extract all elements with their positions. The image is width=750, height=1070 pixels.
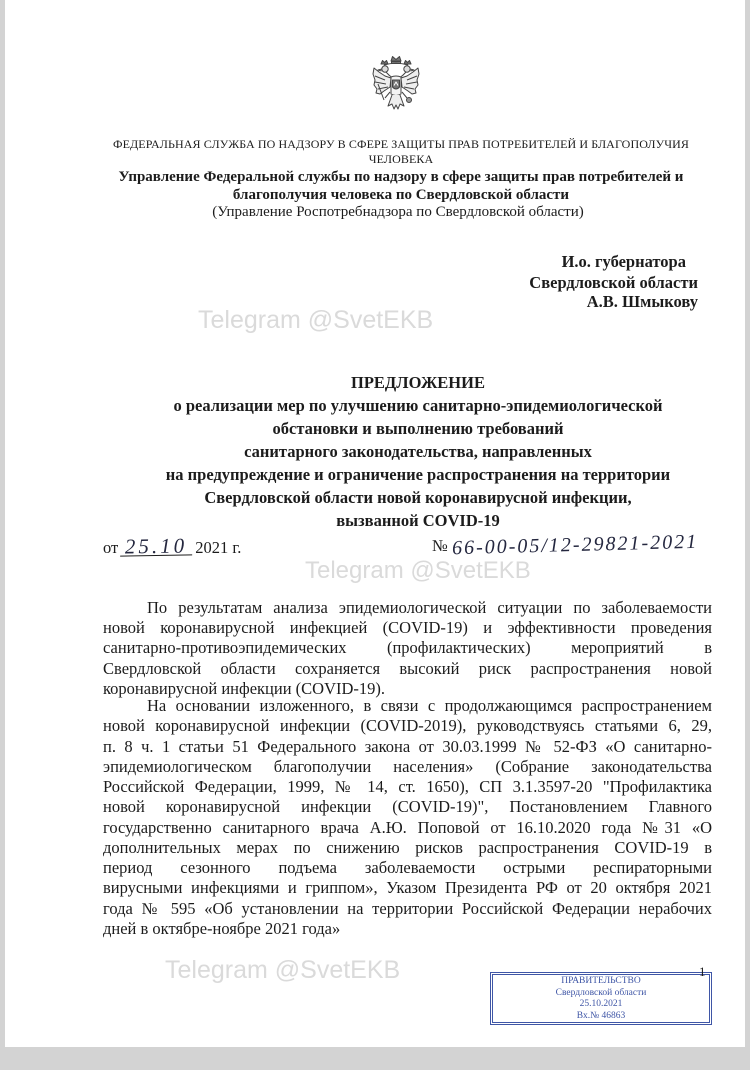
paragraph-line: На основании изложенного, в связи с продолжающимся распространением	[147, 696, 712, 715]
date-prefix: от	[103, 538, 119, 557]
paragraph-line: По результатам анализа эпидемиологической ситуации по заболеваемости	[147, 598, 712, 617]
paragraph-line: новой коронавирусной инфекцией (COVID-19) и эффективности проведения	[103, 618, 712, 638]
paragraph-line: п. 8 ч. 1 статьи 51 Федерального закона от 30.03.1999 № 52-ФЗ «О санитарно-	[103, 736, 712, 756]
department-line: благополучия человека по Свердловской области	[232, 187, 570, 203]
paragraph-line: Свердловской области сохраняется высокий риск распространения новой	[103, 658, 712, 678]
paragraph-line: санитарно-противоэпидемических (профилактических) мероприятий в	[103, 638, 712, 658]
addressee-region: Свердловской области	[529, 273, 698, 292]
paragraph	[103, 598, 712, 699]
paragraph-line: государственно санитарного врача А.Ю. Поповой от 16.10.2020 года №31 «О	[103, 817, 712, 837]
department-line: Управление Федеральной службы по надзору в сфере защиты прав потребителей и	[118, 169, 684, 185]
paragraph-line: период сезонного подъема заболеваемости острыми респираторными	[103, 858, 712, 878]
paragraph-line: дополнительных мерах по снижению рисков распространения COVID-19 в	[103, 837, 712, 857]
subtitle-line: санитарного законодательства, направленных	[244, 442, 592, 461]
stamp-line: ПРАВИТЕЛЬСТВО	[561, 976, 641, 986]
paragraph-line: дней в октябре-ноябре 2021 года»	[103, 918, 341, 938]
paragraph-line: Российской Федерации, 1999, № 14, ст. 1650), СП 3.1.3597-20 "Профилактика	[103, 777, 712, 797]
incoming-registration-stamp	[490, 972, 712, 1025]
paragraph-line: коронавирусной инфекции (COVID-19).	[103, 678, 386, 698]
paragraph-line: эпидемиологическом благополучии населения» (Собрание законодательства	[103, 756, 712, 776]
agency-line: ФЕДЕРАЛЬНАЯ СЛУЖБА ПО НАДЗОРУ В СФЕРЕ ЗАЩИТЫ ПРАВ ПОТРЕБИТЕЛЕЙ И БЛАГОПОЛУЧИЯ	[113, 137, 689, 151]
watermark: Telegram @SvetEKB	[305, 557, 531, 584]
paragraph-line: вирусными инфекциями и гриппом», Указом Президента РФ от 20 октября 2021	[103, 878, 712, 898]
subtitle-line: обстановки и выполнению требований	[272, 419, 564, 438]
watermark: Telegram @SvetEKB	[165, 956, 401, 984]
department-short-name: (Управление Роспотребнадзора по Свердловской области)	[212, 204, 584, 220]
date-year: 2021 г.	[195, 538, 242, 557]
handwritten-number: 66-00-05/12-29821-2021	[451, 530, 699, 560]
paragraph-line: новой коронавирусной инфекции (COVID-19)", Постановлением Главного	[103, 797, 712, 817]
document-title: ПРЕДЛОЖЕНИЕ	[351, 373, 485, 392]
subtitle-line: Свердловской области новой коронавирусной инфекции,	[204, 488, 632, 507]
addressee-name: А.В. Шмыкову	[586, 292, 698, 311]
stamp-line: Вх.№ 46863	[576, 1010, 626, 1021]
paragraph	[103, 696, 712, 939]
document-date	[103, 533, 242, 559]
watermark: Telegram @SvetEKB	[198, 306, 434, 334]
agency-line: ЧЕЛОВЕКА	[368, 152, 434, 166]
document-title-block	[118, 372, 718, 532]
double-headed-eagle-icon	[370, 54, 422, 120]
number-sign: №	[432, 536, 448, 555]
paragraph-line: новой коронавирусной инфекции (COVID-2019), руководствуясь статьями 6, 29,	[103, 716, 712, 736]
agency-header	[100, 137, 702, 167]
addressee-position: И.о. губернатора	[561, 252, 686, 271]
coat-of-arms-emblem	[370, 54, 422, 120]
subtitle-line: на предупреждение и ограничение распространения на территории	[165, 465, 671, 484]
subtitle-line: о реализации мер по улучшению санитарно-эпидемиологической	[173, 396, 663, 415]
stamp-line: Свердловской области	[555, 987, 647, 998]
subtitle-line: вызванной COVID-19	[336, 511, 500, 530]
department-header	[100, 168, 702, 204]
paragraph-line: года № 595 «Об установлении на территории Российской Федерации нерабочих	[103, 898, 712, 918]
page-number: 1	[699, 964, 706, 979]
handwritten-date: 25.10	[120, 536, 192, 556]
stamp-line: 25.10.2021	[579, 999, 623, 1010]
document-number	[432, 530, 699, 560]
